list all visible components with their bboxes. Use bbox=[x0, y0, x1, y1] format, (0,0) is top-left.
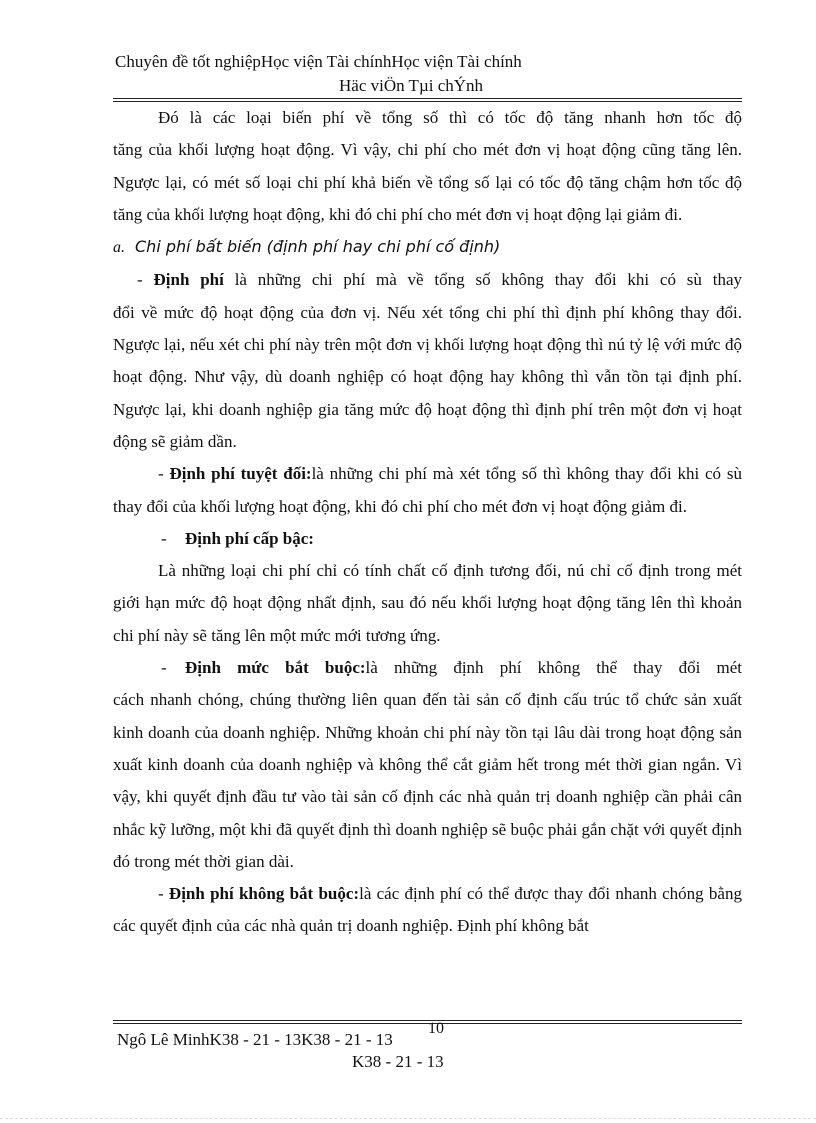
term-dinh-muc-bat-buoc: Định mức bắt buộc: bbox=[185, 658, 366, 678]
document-body bbox=[113, 102, 742, 943]
page-edge-divider bbox=[0, 1118, 816, 1119]
header-subtitle: Häc viÖn Tµi chÝnh bbox=[339, 76, 484, 95]
term-dinh-phi-tuyet-doi: Định phí tuyệt đối: bbox=[169, 464, 312, 484]
term-dinh-phi-khong-bat-buoc: Định phí không bắt buộc: bbox=[168, 884, 360, 904]
paragraph-7-text: là các định phí có thể được thay đổi nhanh chóng bằng các quyết định của các nhà quản trị doanh nghiệp. Định phí không bắt bbox=[113, 884, 742, 936]
section-heading bbox=[113, 231, 742, 264]
paragraph-2-lead: là những chi phí mà về tổng số không thay đổi khi có sù thay bbox=[223, 270, 742, 290]
paragraph-4 bbox=[113, 523, 742, 555]
paragraph-5: Là những loại chi phí chỉ có tính chất cố định tương đối, nú chỉ cố định trong mét giới hạn mức độ hoạt động nhất định, sau đó nếu khối lượng hoạt động tăng lên thì khoản chi phí này sẽ tăng lên một mức mới tương ứng. bbox=[113, 561, 742, 645]
term-dinh-phi: Định phí bbox=[153, 270, 224, 290]
paragraph-1: tăng của khối lượng hoạt động. Vì vậy, chi phí cho mét đơn vị hoạt động cũng tăng lên. Ngược lại, có mét số loại chi phí khả biến về tổng số lại có tốc độ tăng chậm hơn tốc độ tăng của khối lượng hoạt động, khi đó chi phí cho mét đơn vị hoạt động lại giảm đi. bbox=[113, 140, 742, 224]
section-title: Chi phí bất biến (định phí hay chi phí cố định) bbox=[135, 237, 501, 257]
dash: - bbox=[158, 464, 170, 484]
paragraph-2-first-line bbox=[113, 264, 742, 296]
paragraph-3-text: là những chi phí mà xét tổng số thì không thay đổi khi có sù thay đổi của khối lượng hoạt động, khi đó chi phí cho mét đơn vị hoạt động giảm đi. bbox=[113, 464, 742, 516]
section-label: a. bbox=[113, 239, 125, 257]
paragraph-6-lead: là những định phí không thể thay đổi mét bbox=[365, 658, 742, 678]
term-dinh-phi-cap-bac: Định phí cấp bậc: bbox=[185, 528, 314, 548]
paragraph-7 bbox=[113, 878, 742, 943]
paragraph-6: cách nhanh chóng, chúng thường liên quan đến tài sản cố định cấu trúc tổ chức sản xuất kinh doanh của doanh nghiệp. Những khoản chi phí này tồn tại lâu dài trong hoạt động sản xuất kinh doanh của doanh nghiệp và không thể cắt giảm hết trong mét thời gian ngắn. Vì vậy, khi quyết định đầu tư vào tài sản cố định các nhà quản trị doanh nghiệp cần phải cân nhắc kỹ lưỡng, một khi đã quyết định thì doanh nghiệp sẽ buộc phải gắn chặt với quyết định đó trong mét thời gian dài. bbox=[113, 690, 742, 871]
page-number: 10 bbox=[428, 1020, 444, 1037]
paragraph-6-first-line bbox=[113, 652, 742, 684]
dash: - bbox=[137, 270, 154, 290]
dash: - bbox=[161, 658, 167, 678]
dash: - bbox=[161, 528, 167, 548]
dash: - bbox=[158, 884, 169, 904]
footer-author: Ngô Lê MinhK38 - 21 - 13K38 - 21 - 13 bbox=[117, 1030, 393, 1049]
header-title: Chuyên đề tốt nghiệpHọc viện Tài chínhHọc viện Tài chính bbox=[115, 52, 522, 71]
paragraph-2: đổi về mức độ hoạt động của đơn vị. Nếu xét tổng chi phí thì định phí không thay đổi. Ngược lại, nếu xét chi phí này trên một đơn vị khối lượng hoạt động thì nú tỷ lệ với mức độ hoạt động. Như vậy, dù doanh nghiệp có hoạt động hay không thì vẫn tồn tại định phí. Ngược lại, khi doanh nghiệp gia tăng mức độ hoạt động thì định phí trên một đơn vị hoạt động sẽ giảm dần. bbox=[113, 302, 742, 451]
paragraph-3 bbox=[113, 458, 742, 523]
footer-code: K38 - 21 - 13 bbox=[352, 1052, 444, 1071]
paragraph-1-first-line: Đó là các loại biến phí về tổng số thì có tốc độ tăng nhanh hơn tốc độ bbox=[158, 108, 742, 127]
